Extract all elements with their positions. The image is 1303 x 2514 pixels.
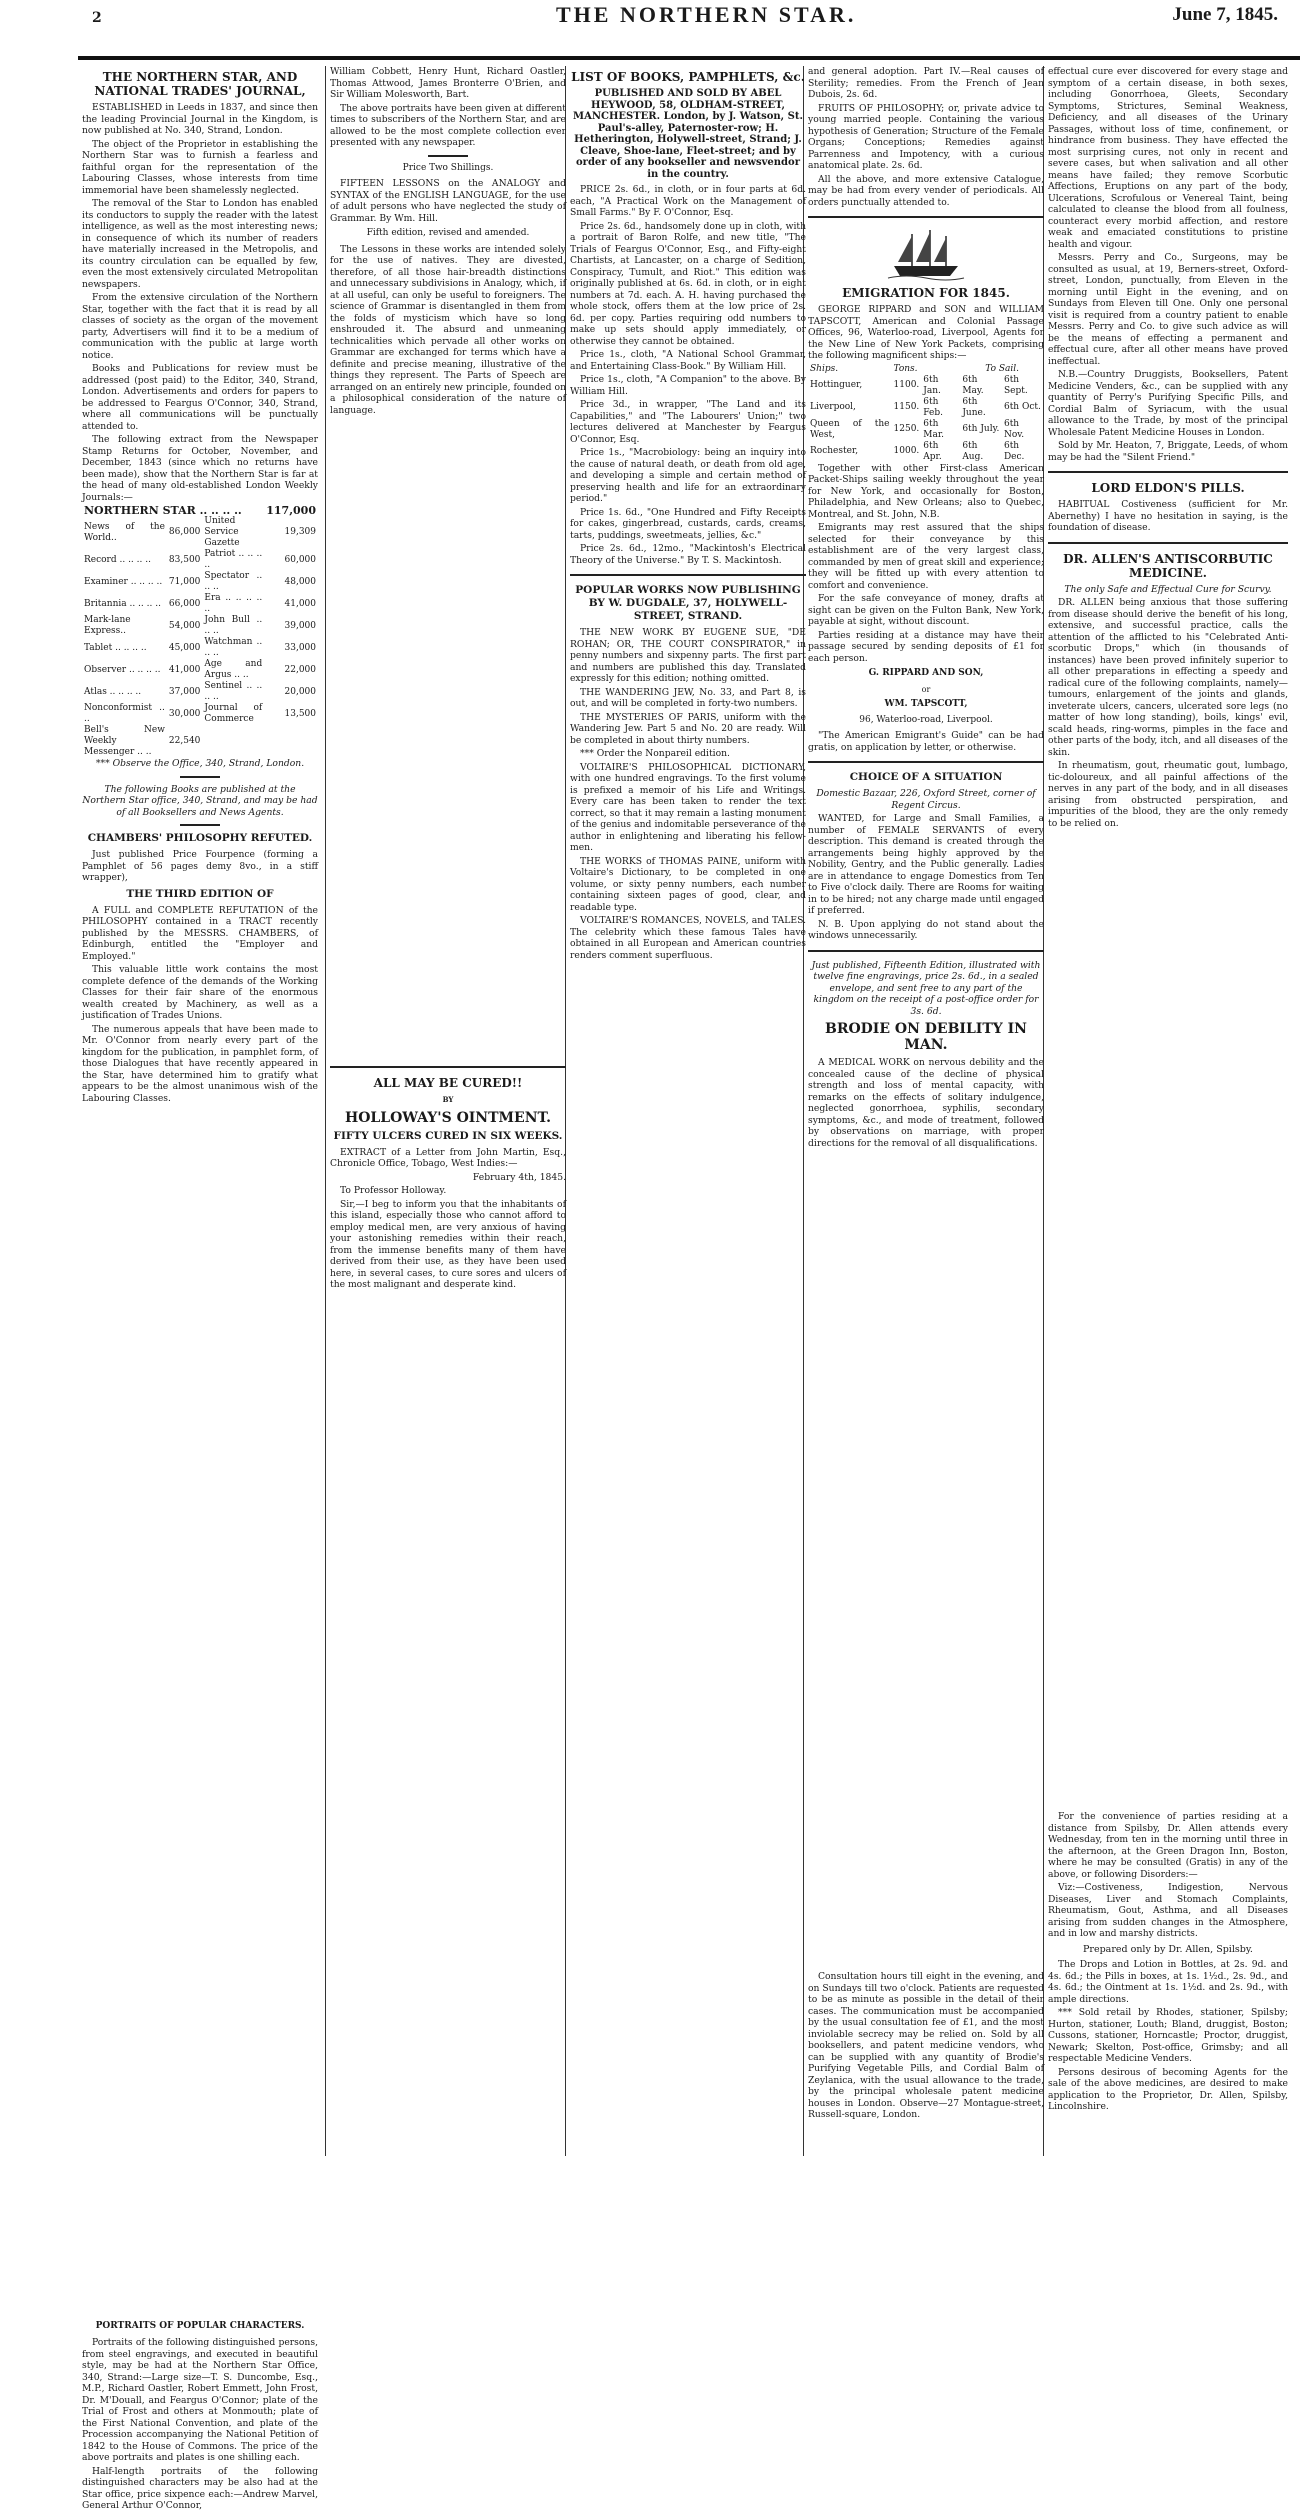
table-row: Liverpool, 1150. 6th Feb. 6th June. 6th Oct. xyxy=(810,396,1041,418)
allen-heading: DR. ALLEN'S ANTISCORBUTIC MEDICINE. xyxy=(1063,551,1273,580)
paragraph: The following extract from the Newspaper Stamp Returns for October, November, and December, 1843 (since which no returns have been made), show that the Northern Star is far at the head of many old-established London Weekly Journals:— xyxy=(82,434,318,503)
column-3 xyxy=(570,66,806,963)
letter-date: February 4th, 1845. xyxy=(472,1171,566,1183)
popular-works-heading: POPULAR WORKS NOW PUBLISHING BY W. DUGDALE, 37, HOLYWELL-STREET, STRAND. xyxy=(575,584,801,622)
by-line: BY xyxy=(442,1095,454,1104)
issue-date: June 7, 1845. xyxy=(1172,4,1278,25)
paragraph: Price 1s., "Macrobiology: being an inquiry into the cause of natural death, or death from old age, and developing a simple and certain method of preserving health and life for an extraordinary period." xyxy=(570,447,806,504)
divider xyxy=(808,950,1044,952)
paragraph: Portraits of the following distinguished persons, from steel engravings, and executed in beautiful style, may be had at the Northern Star Office, 340, Strand:—Large size—T. S. Duncombe, Esq., M.P., Richard Oastler, Robert Emmett, John Frost, Dr. M'Douall, and Feargus O'Connor; plate of the Trial of Frost and others at Monmouth; plate of the First National Convention, and plate of the Procession accompanying the National Petition of 1842 to the House of Commons. The price of the above portraits and plates is one shilling each. xyxy=(82,2337,318,2463)
paragraph: GEORGE RIPPARD and SON and WILLIAM TAPSCOTT, American and Colonial Passage Offices, 96, Waterloo-road, Liverpool, Agents for the New Line of New York Packets, comprising the following magnificent ships:— xyxy=(808,304,1044,361)
stamp-returns-table xyxy=(82,505,318,758)
paragraph: THE WANDERING JEW, No. 33, and Part 8, is out, and will be completed in forty-two numbers. xyxy=(570,686,806,709)
paragraph: Viz:—Costiveness, Indigestion, Nervous Diseases, Liver and Stomach Complaints, Rheumatism, Gout, Asthma, and all Diseases arising from sudden changes in the Atmosphere, and in low and marshy districts. xyxy=(1048,1882,1288,1939)
paragraph: VOLTAIRE'S PHILOSOPHICAL DICTIONARY, with one hundred engravings. To the first volume is prefixed a memoir of his Life and Writings. Every care has been taken to render the text correct, so that it may remain a lasting monument of the genius and indomitable perseverance of the author in enlightening and liberating his fellow-men. xyxy=(570,761,806,853)
paragraph: The removal of the Star to London has enabled its conductors to supply the reader with the latest intelligence, as well as the most interesting news; in consequence of which its number of readers have materially increased in the Metropolis, and its country circulation can be equalled by few, even the most extensively circulated Metropolitan newspapers. xyxy=(82,198,318,290)
table-row: News of the World.. 86,000 United Service Gazette 19,309 xyxy=(84,516,316,548)
divider xyxy=(1048,471,1288,473)
table-row: Britannia .. .. .. .. 66,000 Era .. .. .. .. .. 41,000 xyxy=(84,593,316,614)
paragraph: The Drops and Lotion in Bottles, at 2s. 9d. and 4s. 6d.; the Pills in boxes, at 1s. 1½d., 2s. 9d., and 4s. 6d.; the Ointment at 1s. 1½d. and 2s. 9d., with ample directions. xyxy=(1048,1959,1288,2005)
chambers-heading: CHAMBERS' PHILOSOPHY REFUTED. xyxy=(87,832,313,844)
edition-heading: THE THIRD EDITION OF xyxy=(126,887,274,900)
paragraph: THE MYSTERIES OF PARIS, uniform with the Wandering Jew. Part 5 and No. 20 are ready. Will be completed in about thirty numbers. xyxy=(570,711,806,746)
lead-value: 117,000 xyxy=(266,504,316,517)
signature-address: 96, Waterloo-road, Liverpool. xyxy=(859,714,993,725)
paragraph: Sir,—I beg to inform you that the inhabitants of this island, especially those who cannot afford to employ medical men, are very anxious of having your astonishing remedies within their reach, from the immense benefits many of them have derived from their use, as they have been used here, in several cases, to cure sores and ulcers of the most malignant and desperate kind. xyxy=(330,1198,566,1290)
paragraph: "The American Emigrant's Guide" can be had gratis, on application by letter, or otherwise. xyxy=(808,730,1044,753)
table-row: Nonconformist .. .. 30,000 Journal of Commerce 13,500 xyxy=(84,703,316,724)
article-heading: THE NORTHERN STAR, AND NATIONAL TRADES' JOURNAL, xyxy=(94,70,306,98)
paragraph: Books and Publications for review must be addressed (post paid) to the Editor, 340, Strand, London. Advertisements and orders for papers to be addressed to Feargus O'Connor, 340, Strand, where all communications will be punctually attended to. xyxy=(82,363,318,432)
paragraph: The above portraits have been given at different times to subscribers of the Northern Star, and are allowed to be the most complete collection ever presented with any newspaper. xyxy=(330,102,566,148)
paragraph: THE NEW WORK BY EUGENE SUE, "DE ROHAN; OR, THE COURT CONSPIRATOR," in penny numbers and sixpenny parts. The first part and numbers are published this day. Translated expressly for this edition; nothing omitted. xyxy=(570,627,806,684)
table-row: Queen of the West, 1250. 6th Mar. 6th July. 6th Nov. xyxy=(810,418,1025,440)
signature: WM. TAPSCOTT, xyxy=(884,699,968,709)
paragraph: Price 1s., cloth, "A National School Grammar, and Entertaining Class-Book." By William Hill. xyxy=(570,349,806,372)
divider xyxy=(330,1066,566,1068)
ships-table: Ships. Tons. To Sail. Hottinguer, 1100. 6th Jan. 6th May. 6th Sept. Liverpool, 1150. 6th Feb. 6th June. 6th Oct. Queen of the West, 1250. 6th Mar. 6th July. 6th Nov. Rochester, 1000. 6th Apr. 6th Aug. 6th Dec. xyxy=(808,364,1044,463)
table-row: Rochester, 1000. 6th Apr. 6th Aug. 6th Dec. xyxy=(810,440,1025,462)
paragraph: Price 2s. 6d., 12mo., "Mackintosh's Electrical Theory of the Universe." By T. S. Mackintosh. xyxy=(570,543,806,566)
table-row: Examiner .. .. .. .. 71,000 Spectator .. .. .. 48,000 xyxy=(84,571,316,592)
column-4 xyxy=(808,66,1044,2123)
paragraph: The numerous appeals that have been made to Mr. O'Connor from nearly every part of the kingdom for the publication, in pamphlet form, of those Dialogues that have recently appeared in the Star, have determined him to gratify what appears to be the almost unanimous wish of the Labouring Classes. xyxy=(82,1023,318,1104)
brodie-heading: BRODIE ON DEBILITY IN MAN. xyxy=(825,1021,1027,1053)
edition-line: Fifth edition, revised and amended. xyxy=(366,228,530,238)
table-row: Atlas .. .. .. .. 37,000 Sentinel .. .. .. .. 20,000 xyxy=(84,681,316,702)
paragraph: Together with other First-class American Packet-Ships sailing weekly throughout the year for New York, and occasionally for Boston, Philadelphia, and New Orleans; also to Quebec, Montreal, and St. John, N.B. xyxy=(808,462,1044,520)
paragraph: From the extensive circulation of the Northern Star, together with the fact that it is read by all classes of society as the organ of the movement party, Advertisers will find it to be a medium of communication with the public at large worth notice. xyxy=(82,292,318,361)
column-6 xyxy=(1048,66,1288,2115)
paragraph: WANTED, for Large and Small Families, a number of FEMALE SERVANTS of every description. This demand is created through the arrangements being highly approved by the Nobility, Gentry, and the Public generally. Ladies are in attendance to engage Domestics from Ten to Five o'clock daily. There are Rooms for waiting in to be hired; not any charge made until engaged if preferred. xyxy=(808,813,1044,916)
paragraph: Messrs. Perry and Co., Surgeons, may be consulted as usual, at 19, Berners-street, Oxford-street, London, punctually, from Eleven in the morning until Eight in the evening, and on Sundays from Eleven till One. Only one personal visit is required from a country patient to enable Messrs. Perry and Co. to give such advice as will be the means of effecting a permanent and effectual cure, after all other means have proved ineffectual. xyxy=(1048,252,1288,367)
paragraph: THE WORKS of THOMAS PAINE, uniform with Voltaire's Dictionary, to be completed in one volume, or sixty penny numbers, each number containing sixteen pages of good, clear, and readable type. xyxy=(570,855,806,913)
paragraph: The object of the Proprietor in establishing the Northern Star was to furnish a fearless and faithful organ for the representation of the Labouring Classes, whose interests from time immemorial have been shamelessly neglected. xyxy=(82,138,318,196)
paragraph: *** Order the Nonpareil edition. xyxy=(580,748,730,759)
paragraph: Half-length portraits of the following distinguished characters may be also had at the Star office, price sixpence each:—Andrew Marvel, General Arthur O'Connor, xyxy=(82,2465,318,2511)
paragraph: Price 2s. 6d., handsomely done up in cloth, with a portrait of Baron Rolfe, and new title, "The Trials of Feargus O'Connor, Esq., and Fifty-eight Chartists, at Lancaster, on a charge of Sedition, Conspiracy, Tumult, and Riot." This edition was originally published at 6s. 6d. in cloth, or in eight numbers at 7d. each. A. H. having purchased the whole stock, offers them at the low price of 2s. 6d. per copy. Parties requiring odd numbers to make up sets should apply immediately, or otherwise they cannot be obtained. xyxy=(570,220,806,347)
holloway-heading: HOLLOWAY'S OINTMENT. xyxy=(345,1109,551,1126)
emigration-heading: EMIGRATION FOR 1845. xyxy=(842,286,1010,300)
paragraph: ESTABLISHED in Leeds in 1837, and since then the leading Provincial Journal in the Kingdom, is now published at No. 340, Strand, London. xyxy=(82,102,318,136)
signature: G. RIPPARD AND SON, xyxy=(868,668,984,678)
brodie-notice: Just published, Fifteenth Edition, illustrated with twelve fine engravings, price 2s. 6d., in a sealed envelope, and sent free to any part of the kingdom on the receipt of a post-office order for 3s. 6d. xyxy=(811,959,1041,1017)
column-divider xyxy=(325,66,326,2156)
paragraph: VOLTAIRE'S ROMANCES, NOVELS, and TALES. The celebrity which these famous Tales have obtained in all European and American countries renders comment superfluous. xyxy=(570,915,806,961)
paragraph: For the convenience of parties residing at a distance from Spilsby, Dr. Allen attends every Wednesday, from ten in the morning until three in the afternoon, at the Green Dragon Inn, Boston, where he may be consulted (Gratis) in any of the above, or following Disorders:— xyxy=(1048,1811,1288,1880)
choice-heading: CHOICE OF A SITUATION xyxy=(849,771,1003,783)
paragraph: EXTRACT of a Letter from John Martin, Esq., Chronicle Office, Tobago, West Indies:— xyxy=(330,1146,566,1169)
paragraph: HABITUAL Costiveness (sufficient for Mr. Abernethy) I have no hesitation in saying, is the foundation of disease. xyxy=(1048,499,1288,533)
paragraph: Persons desirous of becoming Agents for the sale of the above medicines, are desired to make application to the Proprietor, Dr. Allen, Spilsby, Lincolnshire. xyxy=(1048,2066,1288,2112)
table-row: Mark-lane Express.. 54,000 John Bull .. .. .. 39,000 xyxy=(84,615,316,636)
lead-label: NORTHERN STAR .. .. .. .. xyxy=(84,504,242,517)
paragraph: The Lessons in these works are intended solely for the use of natives. They are divested, therefore, of all those hair-breadth distinctions and unnecessary subdivisions in Analogy, which, if at all useful, can only be useful to foreigners. The science of Grammar is disentangled in them from the folds of mysticism which have so long enshrouded it. The absurd and unmeaning technicalities which pervade all other works on Grammar are exchanged for terms which have a definite and precise meaning, illustrative of the things they represent. The Parts of Speech are arranged on an entirely new principle, founded on a philosophical consideration of the nature of language. xyxy=(330,243,566,416)
paragraph: For the safe conveyance of money, drafts at sight can be given on the Fulton Bank, New York, payable at sight, without discount. xyxy=(808,593,1044,627)
divider xyxy=(180,776,220,778)
paragraph: Price 3d., in wrapper, "The Land and its Capabilities," and "The Labourers' Union;" two lectures delivered at Manchester by Feargus O'Connor, Esq. xyxy=(570,399,806,445)
cured-heading: ALL MAY BE CURED!! xyxy=(373,1076,523,1090)
paragraph: Sold by Mr. Heaton, 7, Briggate, Leeds, of whom may be had the "Silent Friend." xyxy=(1048,440,1288,463)
paragraph: DR. ALLEN being anxious that those suffering from disease should derive the benefit of his long, extensive, and successful practice, calls the attention of the afflicted to his "Celebrated Anti-scorbutic Drops," which (in thousands of instances) have been proved infinitely superior to all other preparations in effecting a speedy and radical cure of the following complaints, namely—tumours, enlargement of the joints and glands, inveterate ulcers, cancers, ulcerated sore legs (no matter of how long standing), boils, kings' evil, scald heads, ring-worms, pimples in the face and other parts of the body, itch, and all diseases of the skin. xyxy=(1048,597,1288,758)
column-1 xyxy=(82,66,318,2514)
paragraph: N. B. Upon applying do not stand about the windows unnecessarily. xyxy=(808,918,1044,941)
signature-or: or xyxy=(921,684,931,694)
salutation: To Professor Holloway. xyxy=(340,1185,447,1196)
paragraph: Just published Price Fourpence (forming a Pamphlet of 56 pages demy 8vo., in a stiff wrapper), xyxy=(82,849,318,883)
paragraph: Price 1s. 6d., "One Hundred and Fifty Receipts for cakes, gingerbread, custards, cards, creams, tarts, puddings, sweetmeats, jellies, &c." xyxy=(570,506,806,541)
paragraph: This valuable little work contains the most complete defence of the demands of the Working Classes for their fair share of the enormous wealth created by Machinery, as well as a justification of Trades Unions. xyxy=(82,964,318,1021)
paragraph: Emigrants may rest assured that the ships selected for their conveyance by this establishment are of the very largest class, commanded by men of great skill and experience; they will be fitted up with every attention to comfort and convenience. xyxy=(808,522,1044,591)
divider xyxy=(808,216,1044,218)
paragraph: In rheumatism, gout, rheumatic gout, lumbago, tic-doloureux, and all painful affections of the nerves in any part of the body, and in all diseases arising from obstructed perspiration, and impurities of the blood, they are the only remedy to be relied on. xyxy=(1048,760,1288,829)
paragraph: William Cobbett, Henry Hunt, Richard Oastler, Thomas Attwood, James Bronterre O'Brien, and Sir William Molesworth, Bart. xyxy=(330,66,566,100)
divider xyxy=(808,761,1044,763)
price-line: Price Two Shillings. xyxy=(402,162,494,173)
choice-subheading: Domestic Bazaar, 226, Oxford Street, corner of Regent Circus. xyxy=(816,788,1036,811)
divider xyxy=(180,824,220,826)
eldon-heading: LORD ELDON'S PILLS. xyxy=(1091,481,1245,495)
masthead xyxy=(78,0,1278,58)
paragraph: Consultation hours till eight in the evening, and on Sundays till two o'clock. Patients are requested to be as minute as possible in the detail of their cases. The communication must be accompanied by the usual consultation fee of £1, and the most inviolable secrecy may be relied on. Sold by all booksellers, and patent medicine vendors, who can be supplied with any quantity of Brodie's Purifying Vegetable Pills, and Cordial Balm of Zeylanica, with the usual allowance to the trade, by the principal wholesale patent medicine houses in London. Observe—27 Montague-street, Russell-square, London. xyxy=(808,1971,1044,2120)
allen-subheading: The only Safe and Effectual Cure for Scurvy. xyxy=(1064,583,1272,595)
paragraph: Parties residing at a distance may have their passage secured by sending deposits of £1 for each person. xyxy=(808,629,1044,664)
table-row: Hottinguer, 1100. 6th Jan. 6th May. 6th Sept. xyxy=(810,374,1028,396)
paragraph: and general adoption. Part IV.—Real causes of Sterility; remedies. From the French of Jean Dubois, 2s. 6d. xyxy=(808,66,1044,100)
sailing-ship-icon xyxy=(886,226,966,282)
divider xyxy=(428,155,468,157)
ulcers-subheading: FIFTY ULCERS CURED IN SIX WEEKS. xyxy=(333,1129,563,1142)
paragraph: N.B.—Country Druggists, Booksellers, Patent Medicine Venders, &c., can be supplied with any quantity of Perry's Purifying Specific Pills, and Cordial Balm of Syriacum, with the usual allowance to the Trade, by most of the principal Wholesale Patent Medicine Houses in London. xyxy=(1048,369,1288,438)
table-row: Tablet .. .. .. .. 45,000 Watchman .. .. .. 33,000 xyxy=(84,637,316,658)
paragraph: PRICE 2s. 6d., in cloth, or in four parts at 6d. each, "A Practical Work on the Management of Small Farms." By F. O'Connor, Esq. xyxy=(570,184,806,218)
book-title: FIFTEEN LESSONS on the ANALOGY and SYNTAX of the ENGLISH LANGUAGE, for the use of adult persons who have neglected the study of Grammar. By Wm. Hill. xyxy=(330,178,566,224)
list-heading: LIST OF BOOKS, PAMPHLETS, &c. xyxy=(571,70,805,84)
divider xyxy=(1048,542,1288,544)
paragraph: *** Sold retail by Rhodes, stationer, Spilsby; Hurton, stationer, Louth; Bland, druggist, Boston; Cussons, stationer, Horncastle; Proctor, druggist, Newark; Skelton, Post-office, Grimsby; and all respectable Medicine Venders. xyxy=(1048,2007,1288,2064)
books-notice: The following Books are published at the Northern Star office, 340, Strand, and may be had of all Booksellers and News Agents. xyxy=(82,783,318,818)
newspaper-title: THE NORTHERN STAR. xyxy=(556,2,857,27)
paragraph: A FULL and COMPLETE REFUTATION of the PHILOSOPHY contained in a TRACT recently published by the MESSRS. CHAMBERS, of Edinburgh, entitled the "Employer and Employed." xyxy=(82,904,318,962)
page-number: 2 xyxy=(92,10,102,26)
table-row: Record .. .. .. .. 83,500 Patriot .. .. .. .. 60,000 xyxy=(84,549,316,570)
table-row: Observer .. .. .. .. 41,000 Age and Argus .. .. 22,000 xyxy=(84,659,316,680)
paragraph: effectual cure ever discovered for every stage and symptom of a certain disease, in both sexes, including Gonorrhoea, Gleets, Secondary Symptoms, Strictures, Seminal Weakness, Deficiency, and all diseases of the Urinary Passages, without loss of time, confinement, or hindrance from business. They have effected the most surprising cures, not only in recent and severe cases, but when salivation and all other means have failed; they remove Scorbutic Affections, Eruptions on any part of the body, Ulcerations, Scrofulous or Venereal Taint, being calculated to cleanse the blood from all foulness, counteract every morbid affection, and restore weak and emaciated constitutions to pristine health and vigour. xyxy=(1048,66,1288,250)
portraits-heading: PORTRAITS OF POPULAR CHARACTERS. xyxy=(95,2321,305,2331)
table-row: Bell's New Weekly Messenger .. .. 22,540 xyxy=(84,725,201,757)
paragraph: A MEDICAL WORK on nervous debility and the concealed cause of the decline of physical strength and loss of mental capacity, with remarks on the effects of solitary indulgence, neglected gonorrhoea, syphilis, secondary symptoms, &c., and mode of treatment, followed by observations on marriage, with proper directions for the removal of all disqualifications. xyxy=(808,1057,1044,1149)
paragraph: FRUITS OF PHILOSOPHY; or, private advice to young married people. Containing the various hypothesis of Generation; Structure of the Female Organs; Conceptions; Remedies against Parrenness and Impotency, with a curious anatomical plate. 2s. 6d. xyxy=(808,102,1044,171)
publisher-line: PUBLISHED AND SOLD BY ABEL HEYWOOD, 58, OLDHAM-STREET, MANCHESTER. London, by J. Watson, St. Paul's-alley, Paternoster-row; H. Hetherington, Holywell-street, Strand; J. Cleave, Shoe-lane, Fleet-street; and by order of any bookseller and newsvendor in the country. xyxy=(573,88,803,180)
masthead-rule xyxy=(78,56,1300,60)
paragraph: All the above, and more extensive Catalogue, may be had from every vender of periodicals. All orders punctually attended to. xyxy=(808,173,1044,208)
prepared-by: Prepared only by Dr. Allen, Spilsby. xyxy=(1083,1943,1253,1955)
divider xyxy=(570,574,806,576)
column-2 xyxy=(330,66,566,1293)
office-note: *** Observe the Office, 340, Strand, London. xyxy=(95,758,305,769)
paragraph: Price 1s., cloth, "A Companion" to the above. By William Hill. xyxy=(570,374,806,397)
